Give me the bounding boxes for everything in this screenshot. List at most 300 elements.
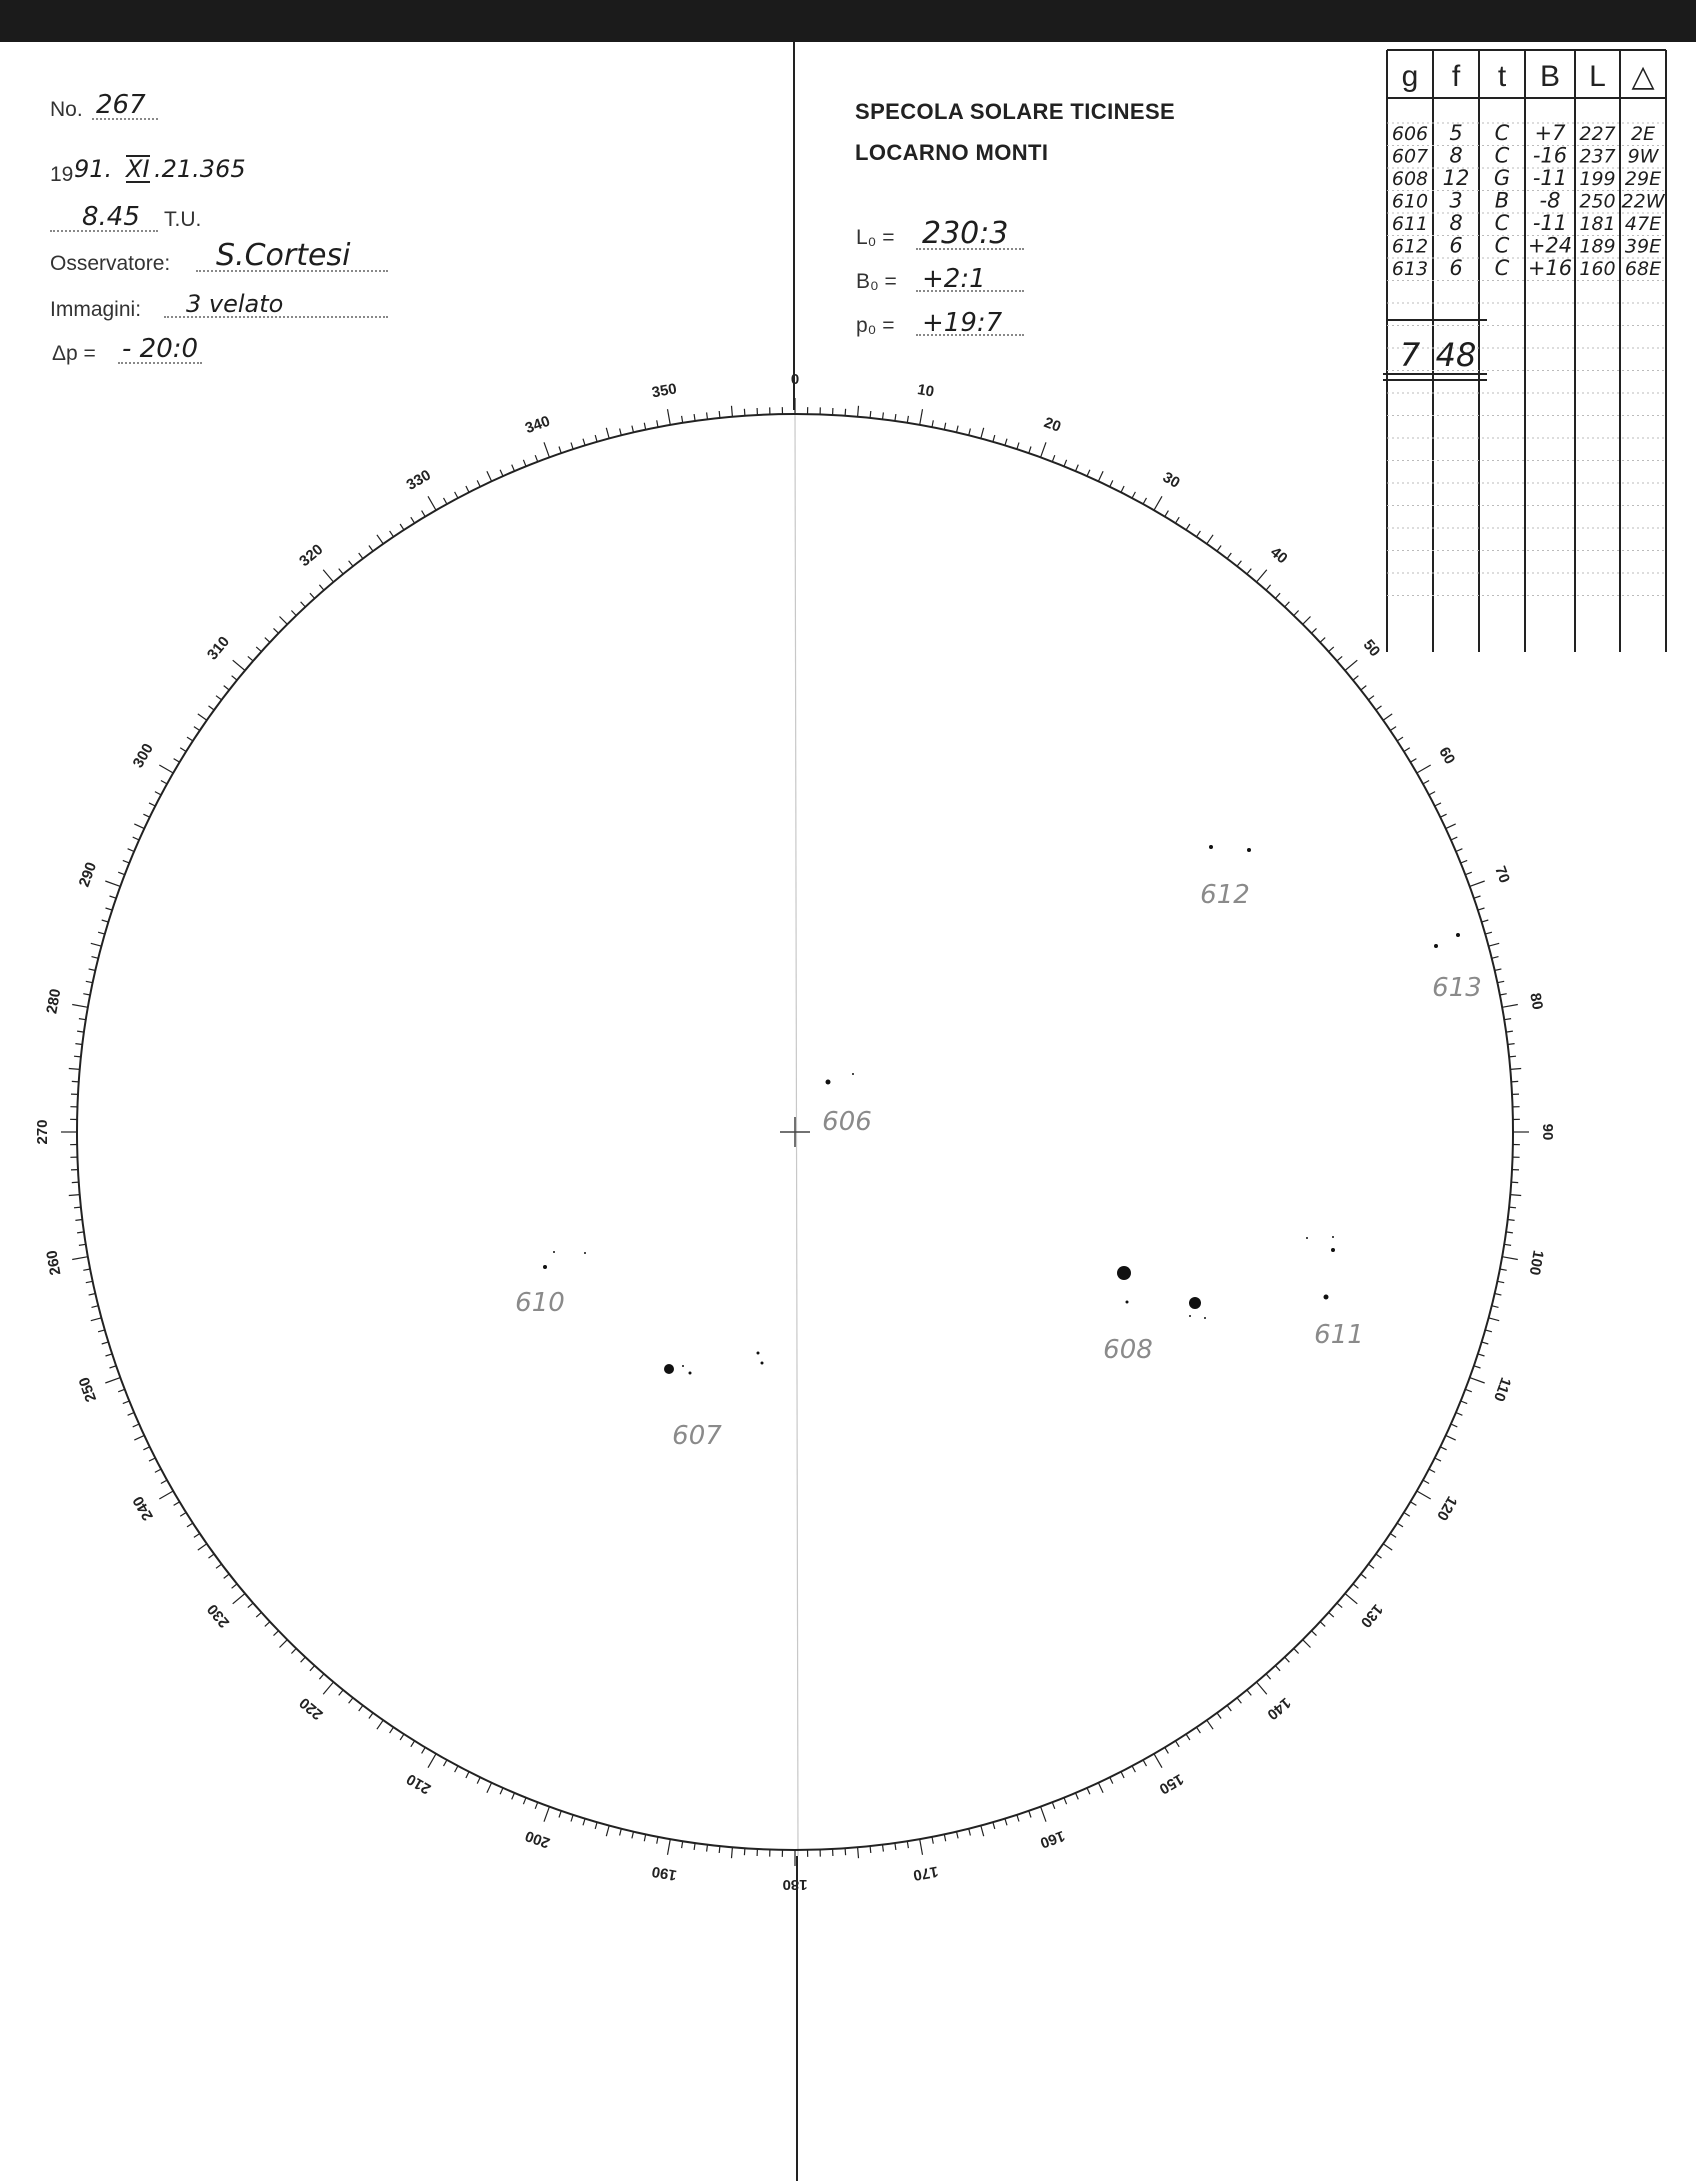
limb-tick [1353, 676, 1358, 680]
limb-tick [535, 455, 538, 462]
limb-label: 340 [522, 412, 553, 438]
limb-tick [694, 1843, 695, 1850]
limb-label: 200 [522, 1826, 553, 1852]
limb-tick [1294, 611, 1299, 616]
limb-tick [194, 727, 200, 731]
limb-tick [1345, 660, 1357, 670]
sunspot-608 [1189, 1315, 1191, 1317]
limb-label: 180 [782, 1876, 808, 1894]
table-cell: -8 [1539, 188, 1561, 213]
date-value: 91. [74, 155, 113, 183]
limb-tick [944, 1834, 945, 1841]
limb-tick [632, 426, 634, 433]
limb-tick [523, 460, 526, 467]
table-cell: 250 [1579, 190, 1616, 213]
table-header-L: L [1589, 60, 1606, 93]
limb-tick [571, 443, 573, 450]
limb-label: 320 [296, 540, 327, 571]
limb-tick [1435, 1458, 1441, 1461]
limb-tick [123, 860, 130, 863]
limb-tick [274, 628, 279, 633]
limb-tick [1446, 824, 1456, 829]
limb-tick [128, 1413, 135, 1416]
limb-tick [1303, 1640, 1311, 1648]
sunspot-611 [1306, 1237, 1308, 1239]
limb-tick [744, 409, 745, 416]
limb-tick [128, 849, 135, 852]
limb-tick [301, 602, 306, 607]
limb-tick [444, 498, 447, 504]
observatory-line2: LOCARNO MONTI [855, 140, 1049, 165]
limb-tick [1423, 781, 1429, 784]
observer-value: S.Cortesi [216, 238, 351, 273]
limb-tick [187, 1523, 193, 1527]
limb-tick [1451, 837, 1457, 840]
limb-label: 300 [129, 740, 157, 771]
delta-p-label: Δp = [52, 342, 96, 365]
table-cell: -16 [1532, 143, 1568, 168]
limb-tick [1502, 1257, 1518, 1260]
total-spots: 48 [1435, 336, 1477, 374]
limb-tick [657, 420, 658, 427]
table-cell: 181 [1579, 213, 1616, 235]
limb-tick [1511, 1182, 1518, 1183]
L0-value: 230:3 [922, 216, 1009, 251]
limb-tick [1237, 1698, 1241, 1704]
limb-tick [1176, 517, 1180, 523]
limb-tick [466, 1772, 469, 1778]
sunspot-613 [1456, 933, 1460, 937]
limb-tick [339, 1690, 343, 1695]
limb-label: 80 [1526, 991, 1546, 1012]
limb-tick [1470, 881, 1485, 886]
limb-label: 70 [1491, 863, 1513, 886]
limb-tick [1005, 439, 1007, 446]
limb-tick [1176, 1741, 1180, 1747]
limb-tick [1489, 943, 1500, 946]
limb-tick [993, 1822, 995, 1829]
limb-tick [159, 1491, 173, 1499]
limb-tick [98, 932, 105, 934]
limb-tick [75, 1044, 82, 1045]
limb-tick [377, 535, 383, 544]
limb-tick [1285, 1657, 1290, 1662]
limb-tick [1361, 686, 1367, 690]
limb-tick [455, 1766, 458, 1772]
limb-tick [280, 617, 288, 625]
limb-tick [1504, 1019, 1511, 1020]
limb-tick [1227, 553, 1231, 559]
limb-tick [102, 1342, 109, 1344]
table-cell: C [1494, 121, 1510, 145]
table-cell: 608 [1391, 168, 1429, 190]
table-header-g: g [1401, 60, 1419, 93]
limb-tick [1165, 1747, 1169, 1753]
limb-tick [1510, 1195, 1521, 1196]
limb-label: 280 [43, 987, 65, 1016]
limb-tick [265, 1622, 270, 1627]
limb-tick [1368, 696, 1374, 700]
limb-label: 250 [75, 1374, 101, 1405]
limb-tick [390, 1727, 394, 1733]
limb-label: 220 [296, 1693, 327, 1724]
limb-tick [1492, 957, 1499, 959]
limb-tick [583, 439, 585, 446]
limb-tick [1345, 1594, 1357, 1604]
limb-tick [1497, 981, 1504, 982]
number-label: No. [50, 98, 83, 121]
limb-tick [1376, 706, 1382, 710]
limb-tick [1482, 1342, 1489, 1344]
limb-tick [161, 781, 167, 784]
limb-tick [1217, 546, 1221, 552]
limb-tick [1275, 1666, 1280, 1671]
limb-tick [422, 511, 426, 517]
limb-tick [180, 1513, 186, 1517]
limb-tick [1361, 1574, 1367, 1578]
table-cell: 12 [1442, 166, 1470, 190]
limb-tick [981, 428, 984, 439]
table-cell: 29E [1624, 168, 1662, 190]
date-prefix: 19 [50, 163, 74, 186]
group-label-610: 610 [515, 1288, 565, 1318]
limb-tick [1329, 1612, 1334, 1617]
limb-tick [323, 570, 333, 582]
limb-tick [359, 1705, 363, 1711]
limb-tick [349, 561, 353, 567]
table-cell: 68E [1624, 258, 1662, 280]
limb-tick [1508, 1220, 1515, 1221]
limb-label: 160 [1037, 1826, 1068, 1852]
limb-tick [1509, 1207, 1516, 1208]
limb-tick [1227, 1705, 1231, 1711]
limb-tick [291, 611, 296, 616]
limb-tick [1186, 1734, 1190, 1740]
group-label-613: 613 [1432, 973, 1482, 1003]
group-label-606: 606 [822, 1107, 872, 1137]
limb-tick [369, 1713, 373, 1719]
limb-label: 170 [911, 1862, 940, 1884]
limb-tick [1510, 1069, 1521, 1070]
limb-tick [233, 660, 245, 670]
table-cell: 227 [1579, 123, 1616, 145]
limb-tick [1383, 1544, 1392, 1550]
limb-tick [1275, 593, 1280, 598]
limb-label: 60 [1435, 744, 1459, 768]
limb-tick [1485, 932, 1492, 934]
limb-tick [1197, 531, 1201, 537]
limb-tick [883, 412, 884, 419]
sunspot-610 [584, 1252, 586, 1254]
limb-tick [1478, 908, 1485, 910]
date-month: XI [126, 155, 150, 183]
limb-label: 130 [1356, 1600, 1387, 1631]
limb-tick [198, 1544, 207, 1550]
limb-tick [1456, 849, 1463, 852]
table-cell: +16 [1527, 256, 1573, 280]
group-label-611: 611 [1314, 1320, 1364, 1350]
limb-tick [559, 1811, 561, 1818]
limb-tick [349, 1698, 353, 1704]
limb-label: 20 [1041, 414, 1064, 436]
limb-tick [1390, 727, 1396, 731]
limb-tick [883, 1845, 884, 1852]
limb-tick [1390, 1534, 1396, 1538]
table-header-t: t [1497, 60, 1507, 93]
limb-tick [105, 1378, 120, 1383]
table-cell: 6 [1449, 256, 1463, 280]
limb-tick [707, 412, 708, 419]
limb-tick [1337, 656, 1342, 661]
date-rest: .21.365 [154, 155, 246, 183]
limb-tick [1285, 602, 1290, 607]
limb-tick [106, 1354, 113, 1356]
limb-tick [198, 714, 207, 720]
limb-tick [544, 442, 549, 457]
limb-tick [1506, 1031, 1513, 1032]
limb-tick [1500, 1269, 1507, 1270]
limb-tick [72, 1081, 79, 1082]
table-cell: +7 [1534, 121, 1566, 145]
limb-tick [1132, 1766, 1135, 1772]
limb-tick [1435, 803, 1441, 806]
limb-tick [1098, 471, 1103, 481]
limb-tick [1500, 994, 1507, 995]
group-label-607: 607 [672, 1421, 722, 1451]
sunspot-610 [553, 1251, 555, 1253]
limb-tick [944, 423, 945, 430]
limb-tick [89, 969, 96, 971]
limb-tick [595, 435, 597, 442]
limb-tick [858, 406, 859, 417]
limb-tick [1143, 1760, 1146, 1766]
limb-tick [1506, 1232, 1513, 1233]
sunspot-612 [1247, 848, 1251, 852]
limb-tick [143, 1447, 149, 1450]
limb-tick [161, 1480, 167, 1483]
limb-tick [1312, 628, 1317, 633]
limb-tick [466, 486, 469, 492]
limb-tick [981, 1826, 984, 1837]
limb-tick [969, 429, 971, 436]
limb-label: 90 [1539, 1123, 1557, 1141]
limb-label: 230 [203, 1600, 234, 1631]
limb-tick [133, 837, 139, 840]
limb-tick [1154, 496, 1162, 510]
limb-tick [174, 759, 180, 763]
limb-tick [1017, 1815, 1019, 1822]
limb-tick [248, 656, 253, 661]
limb-tick [694, 414, 695, 421]
limb-tick [72, 1182, 79, 1183]
limb-tick [133, 1424, 139, 1427]
limb-tick [216, 1564, 222, 1568]
limb-tick [69, 1195, 80, 1196]
limb-tick [895, 1843, 896, 1850]
limb-tick [411, 517, 415, 523]
limb-tick [134, 1435, 144, 1440]
limb-tick [1397, 1523, 1403, 1527]
limb-tick [1303, 617, 1311, 625]
sunspot-610 [543, 1265, 547, 1269]
group-table [1383, 50, 1666, 652]
limb-tick [1052, 455, 1055, 462]
limb-tick [858, 1847, 859, 1858]
limb-tick [118, 872, 125, 875]
limb-tick [512, 1793, 515, 1800]
limb-label: 330 [403, 466, 434, 494]
limb-tick [870, 411, 871, 418]
limb-tick [339, 569, 343, 574]
limb-tick [155, 792, 161, 795]
limb-tick [1217, 1713, 1221, 1719]
sunspot-608 [1189, 1297, 1201, 1309]
limb-tick [224, 1574, 230, 1578]
sunspot-606 [852, 1073, 854, 1075]
limb-tick [1320, 1622, 1325, 1627]
limb-tick [411, 1741, 415, 1747]
limb-tick [606, 1826, 609, 1837]
limb-tick [86, 1281, 93, 1282]
limb-tick [544, 1807, 549, 1822]
sunspot-608 [1126, 1301, 1129, 1304]
limb-tick [369, 546, 373, 552]
limb-tick [1465, 872, 1472, 875]
table-cell: G [1493, 166, 1511, 190]
limb-tick [632, 1832, 634, 1839]
limb-tick [1266, 1674, 1271, 1679]
table-cell: 22W [1621, 190, 1665, 213]
limb-tick [91, 943, 102, 946]
limb-tick [523, 1798, 526, 1805]
table-cell: C [1494, 233, 1510, 258]
total-groups: 7 [1399, 336, 1421, 374]
limb-tick [1410, 1502, 1416, 1506]
limb-tick [1474, 1366, 1481, 1368]
table-cell: 237 [1579, 145, 1616, 168]
delta-p-value: - 20:0 [122, 334, 199, 364]
limb-tick [301, 1657, 306, 1662]
limb-label: 240 [129, 1493, 157, 1524]
limb-tick [1087, 1788, 1090, 1794]
sunspot-607 [761, 1362, 764, 1365]
sunspot-612 [1209, 845, 1213, 849]
table-header-B: B [1539, 60, 1561, 93]
limb-tick [535, 1802, 538, 1809]
limb-tick [1368, 1564, 1374, 1568]
sunspot-607 [689, 1372, 692, 1375]
limb-tick [732, 1847, 733, 1858]
limb-tick [1029, 447, 1031, 454]
limb-tick [79, 1019, 86, 1020]
limb-tick [359, 553, 363, 559]
limb-tick [1482, 920, 1489, 922]
limb-tick [105, 881, 120, 886]
limb-tick [98, 1330, 105, 1332]
limb-tick [77, 1031, 84, 1032]
time-value: 8.45 [82, 202, 140, 232]
table-cell: C [1494, 143, 1510, 168]
limb-label: 30 [1159, 468, 1183, 492]
limb-tick [1337, 1603, 1342, 1608]
limb-tick [969, 1829, 971, 1836]
group-label-612: 612 [1200, 880, 1250, 910]
time-label: T.U. [164, 208, 202, 231]
limb-label: 140 [1263, 1693, 1294, 1724]
limb-tick [1502, 1005, 1518, 1008]
sunspot-611 [1332, 1236, 1334, 1238]
table-cell: 8 [1449, 211, 1463, 235]
limb-tick [1440, 1447, 1446, 1450]
sunspot-611 [1324, 1295, 1329, 1300]
limb-tick [932, 420, 933, 427]
table-cell: 611 [1391, 213, 1429, 235]
limb-tick [1509, 1056, 1516, 1057]
table-cell: +24 [1527, 233, 1573, 258]
limb-tick [149, 803, 155, 806]
limb-tick [1257, 1682, 1267, 1694]
limb-tick [1312, 1631, 1317, 1636]
table-header-f: f [1451, 60, 1461, 93]
limb-tick [83, 994, 90, 995]
limb-tick [1017, 443, 1019, 450]
limb-tick [174, 1502, 180, 1506]
images-label: Immagini: [50, 298, 142, 321]
limb-tick [1353, 1584, 1358, 1588]
limb-tick [89, 1294, 96, 1296]
limb-tick [79, 1244, 86, 1245]
limb-tick [256, 647, 261, 652]
limb-tick [1461, 860, 1468, 863]
limb-tick [595, 1822, 597, 1829]
limb-tick [719, 411, 720, 418]
limb-tick [83, 1269, 90, 1270]
limb-tick [1329, 647, 1334, 652]
limb-tick [620, 1829, 622, 1836]
limb-tick [1165, 511, 1169, 517]
limb-tick [1186, 524, 1190, 530]
table-cell: -11 [1532, 211, 1568, 235]
limb-tick [149, 1458, 155, 1461]
limb-tick [180, 748, 186, 752]
limb-tick [110, 896, 117, 898]
limb-label: 210 [403, 1770, 434, 1798]
table-cell: 5 [1449, 121, 1463, 145]
limb-tick [668, 409, 671, 425]
limb-tick [428, 1754, 436, 1768]
table-cell: 612 [1391, 235, 1429, 258]
limb-tick [1207, 1720, 1213, 1729]
limb-label: 260 [43, 1248, 65, 1277]
limb-tick [620, 429, 622, 436]
limb-tick [500, 1788, 503, 1794]
limb-tick [1397, 737, 1403, 741]
limb-label: 310 [203, 633, 234, 664]
limb-tick [1207, 535, 1213, 544]
table-cell: 3 [1449, 188, 1463, 213]
limb-tick [75, 1220, 82, 1221]
limb-tick [1508, 1044, 1515, 1045]
limb-tick [1005, 1819, 1007, 1826]
limb-label: 150 [1156, 1770, 1187, 1798]
limb-tick [644, 1834, 645, 1841]
L0-label: L₀ = [856, 226, 895, 249]
limb-tick [72, 1005, 88, 1008]
limb-tick [1247, 1690, 1251, 1695]
limb-tick [1121, 486, 1124, 492]
limb-tick [319, 585, 324, 590]
limb-tick [77, 1232, 84, 1233]
